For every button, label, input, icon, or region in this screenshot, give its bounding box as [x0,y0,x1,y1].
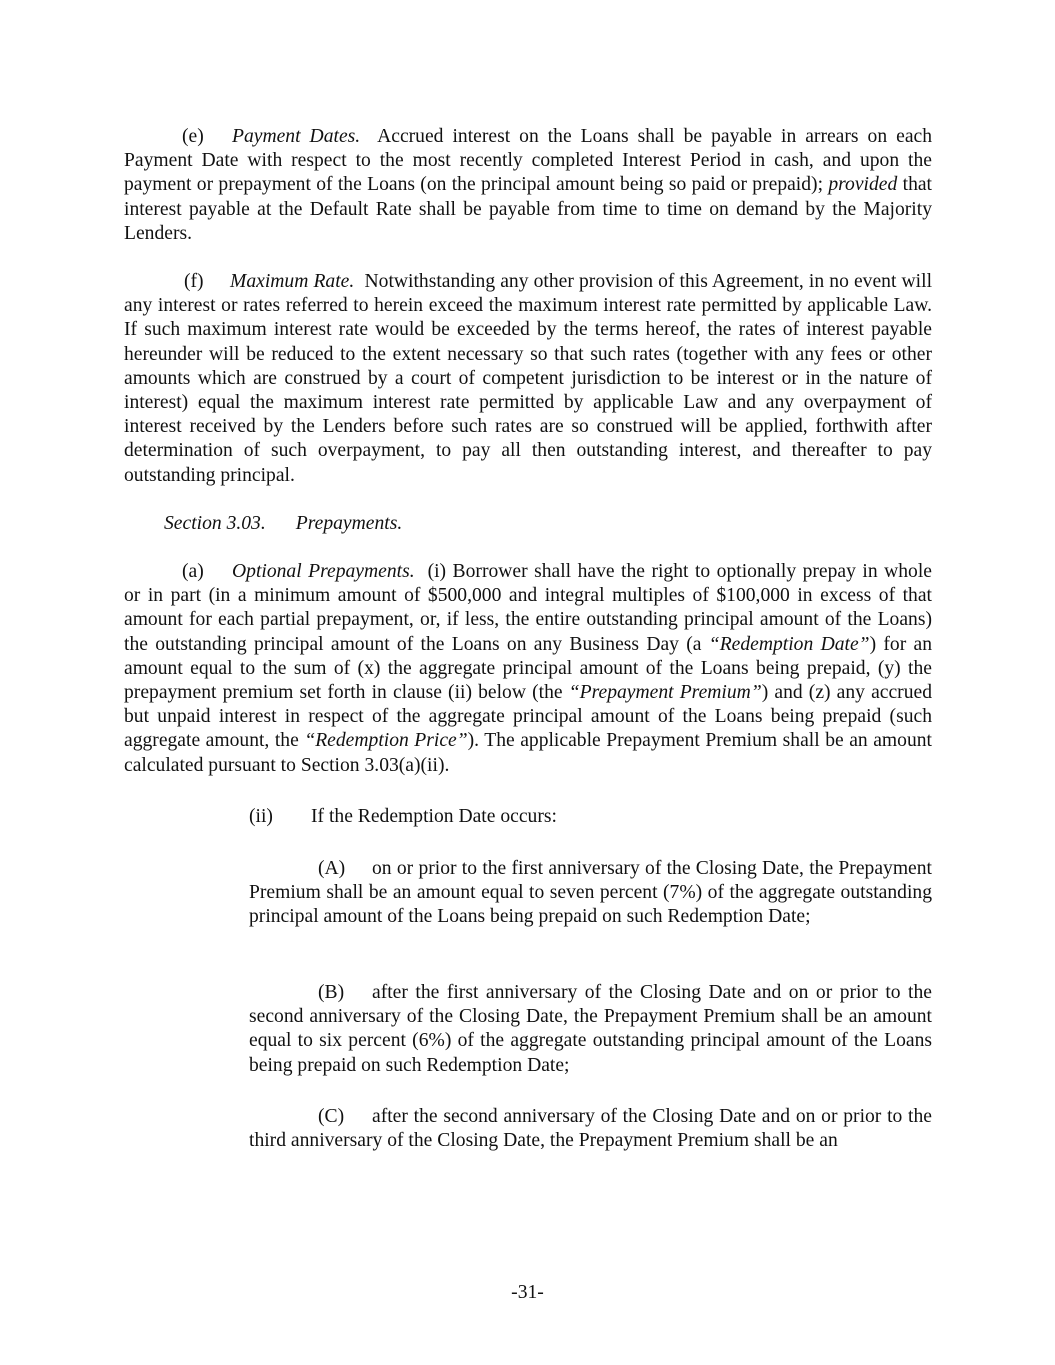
paragraph-a-text-2: ) for an amount equal to the sum of (x) the aggregate principal amount of the Loans being prepaid, (y) the prepayment premium set forth in clause (ii) below (the [124,633,932,704]
section-heading [164,512,402,536]
paragraph-a-text-3: ) and (z) any accrued but unpaid interest in respect of the aggregate principal amount of the Loans being prepaid (such aggregate amount, the [124,682,932,752]
clause-b-marker: (B) [318,982,345,1003]
paragraph-e-text-1: Accrued interest on the Loans shall be payable in arrears on each Payment Date with respect to the most recently completed Interest Period in cash, and upon the payment or prepayment of the Loans (on the principal amount being so paid or prepaid); [124,126,933,196]
page-number: -31- [511,1282,544,1303]
paragraph-a [124,560,932,778]
paragraph-e-provided: provided [828,174,898,196]
clause-b [249,981,932,1078]
section-title: Prepayments. [295,513,403,534]
paragraph-e-text-2: that interest payable at the Default Rate shall be payable from time to time on demand by the Majority Lenders. [124,174,933,244]
clause-ii-text: If the Redemption Date occurs: [311,806,557,827]
paragraph-a-text-1: (i) Borrower shall have the right to optionally prepay in whole or in part (in a minimum amount of $500,000 and integral multiples of $100,000 in excess of that amount for each partial prepayment, or, if less, the entire outstanding principal amount of the Loans) the outstanding principal amount of the Loans on any Business Day (a [124,561,932,655]
paragraph-f-text: Notwithstanding any other provision of this Agreement, in no event will any interest or rates referred to herein exceed the maximum interest rate permitted by applicable Law. If such maximum interest rate would be exceeded by the terms hereof, the rates of interest payable hereunder will be reduced to the extent necessary so that such rates (together with any fees or other amounts which are construed by a court of competent jurisdiction to be interest or in the nature of interest) equal the maximum interest rate permitted by applicable Law and any overpayment of interest received by the Lenders before such rates are so construed will be applied, forthwith after determination of such overpayment, to pay all then outstanding interest, and thereafter to pay outstanding principal. [124,271,933,486]
clause-ii [249,805,557,829]
clause-c [249,1105,932,1153]
paragraph-e [124,125,932,246]
paragraph-e-title: Payment Dates. [232,126,361,147]
paragraph-f [124,270,932,488]
clause-a-marker: (A) [318,858,346,879]
redemption-date-term: “Redemption Date” [708,633,870,655]
paragraph-f-title: Maximum Rate. [230,271,355,292]
clause-a-text: on or prior to the first anniversary of the Closing Date, the Prepayment Premium shall be an amount equal to seven percent (7%) of the aggregate outstanding principal amount of the Loans being prepaid on such Redemption Date; [249,858,932,928]
prepayment-premium-term: “Prepayment Premium” [568,682,762,704]
section-number: Section 3.03. [164,513,266,534]
clause-a [249,857,932,930]
paragraph-a-text-4: ). The applicable Prepayment Premium shall be an amount calculated pursuant to Section 3.03(a)(ii). [124,730,932,776]
clause-c-marker: (C) [318,1106,345,1127]
clause-ii-marker: (ii) [249,806,273,827]
redemption-price-term: “Redemption Price” [304,730,468,752]
clause-b-text: after the first anniversary of the Closing Date and on or prior to the second anniversary of the Closing Date, the Prepayment Premium shall be an amount equal to six percent (6%) of the aggregate outstanding principal amount of the Loans being prepaid on such Redemption Date; [249,982,932,1076]
clause-c-text: after the second anniversary of the Closing Date and on or prior to the third anniversary of the Closing Date, the Prepayment Premium shall be an [249,1106,932,1152]
paragraph-f-marker: (f) [184,271,204,292]
paragraph-a-marker: (a) [182,561,204,582]
paragraph-a-title: Optional Prepayments. [232,561,415,582]
paragraph-e-marker: (e) [182,126,204,147]
